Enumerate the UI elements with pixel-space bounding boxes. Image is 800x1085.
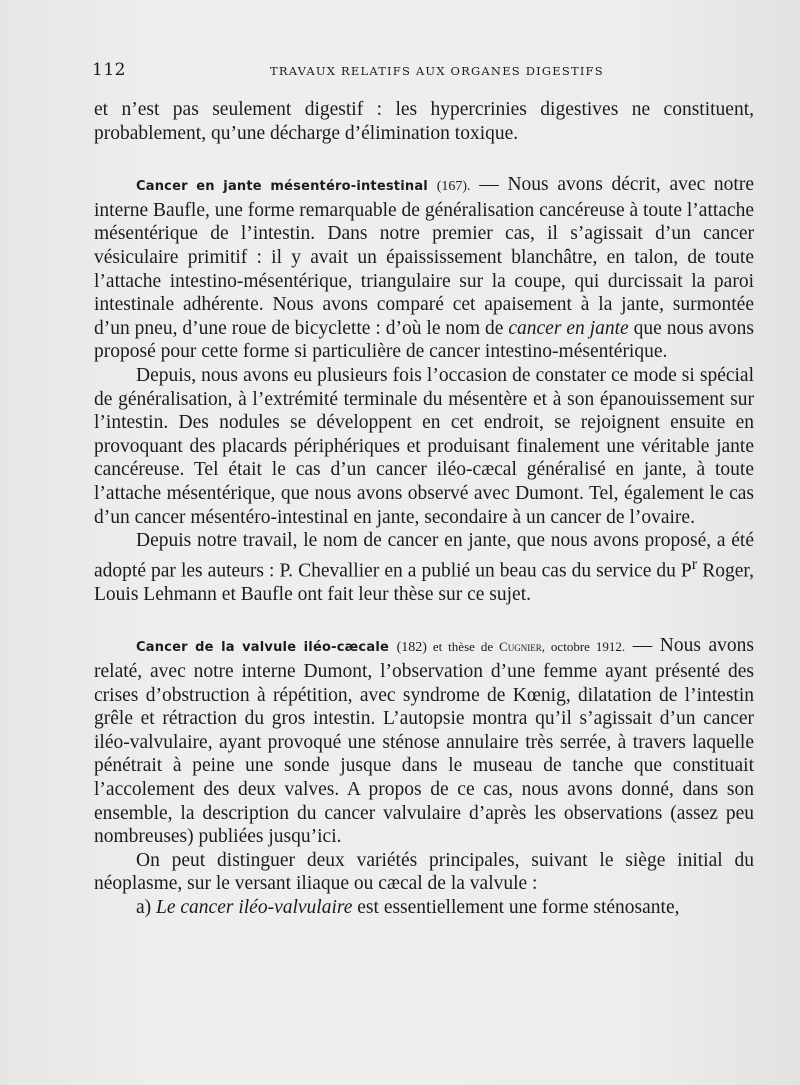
reference-number: (182) [396,640,427,656]
paragraph-continuation: et n’est pas seulement digestif : les hypercrinies digestives ne constituent, probablement, qu’une décharge d’élimination toxique. [94,99,754,144]
running-title: TRAVAUX RELATIFS AUX ORGANES DIGESTIFS [270,64,604,78]
italic-term: Le cancer iléo-valvulaire [156,896,353,918]
paragraph-text: est essentiellement une forme sténosante, [352,896,680,918]
paragraph-text: que nous avons proposé pour cette forme si particulière de cancer intestino-mésentérique. [94,317,754,363]
section-cancer-en-jante [94,173,754,364]
thesis-author: Cugnier [499,639,542,655]
thesis-date: , octobre 1912. [541,639,626,655]
paragraph [94,529,754,606]
italic-term: cancer en jante [508,317,629,339]
superscript: r [691,554,698,573]
reference-number: (167). [436,179,471,195]
body-text [94,98,754,920]
list-label: a) [136,896,157,918]
section-title: Cancer de la valvule iléo-cæcale [136,640,389,656]
paragraph-text: — Nous avons décrit, avec notre interne Baufle, une forme remarquable de généralisation cancéreuse à toute l’attache mésentérique de l’intestin. Dans notre premier cas, il s’agissait d’un cancer vésiculaire primitif : il y avait un épaississement blanchâtre, en talon, de toute l’attache intestino-mésentérique, triangulaire sur la coupe, qui durcissait la paroi intestinale adhérente. Nous avons comparé cet apaisement à la jante, surmontée d’un pneu, d’une roue de bicyclette : d’où le nom de [94,174,755,339]
paragraph-text: Roger, Louis Lehmann et Baufle ont fait leur thèse sur ce sujet. [94,560,754,605]
page-header [92,60,756,84]
page-number: 112 [92,60,126,80]
thesis-note: et thèse de [426,639,500,655]
section-cancer-valvule [94,634,754,848]
paragraph: On peut distinguer deux variétés principales, suivant le siège initial du néoplasme, sur le versant iliaque ou cæcal de la valvule : [94,849,754,895]
paragraph-text: Depuis notre travail, le nom de cancer en jante, que nous avons proposé, a été adopté par les auteurs : P. Chevallier en a publié un beau cas du service du P [94,530,754,582]
paragraph [94,896,754,920]
section-title: Cancer en jante mésentéro-intestinal [136,179,428,195]
paragraph-text: — Nous avons relaté, avec notre interne Dumont, l’observation d’une femme ayant présenté des crises d’obstruction à répétition, avec syndrome de Kœnig, dilatation de l’intestin grêle et rétraction du gros intestin. L’autopsie montra qu’il s’agissait d’un cancer iléo-valvulaire, ayant provoqué une sténose annulaire très serrée, à travers laquelle pénétrait à peine une sonde jusque dans le museau de tanche que constituait l’accolement des deux valves. A propos de ce cas, nous avons donné, dans son ensemble, la description du cancer valvulaire d’après les observations (assez peu nombreuses) publiées jusqu’ici. [94,635,755,848]
paragraph: Depuis, nous avons eu plusieurs fois l’occasion de constater ce mode si spécial de généralisation, à l’extrémité terminale du mésentère et à son épanouissement sur l’intestin. Des nodules se développent en cet endroit, se rejoignent ensuite en provoquant des placards périphériques et produisant finalement une véritable jante cancéreuse. Tel était le cas d’un cancer iléo-cæcal généralisé en jante, à toute l’attache mésentérique, que nous avons observé avec Dumont. Tel, également le cas d’un cancer mésentéro-intestinal en jante, secondaire à un cancer de l’ovaire. [94,364,754,528]
